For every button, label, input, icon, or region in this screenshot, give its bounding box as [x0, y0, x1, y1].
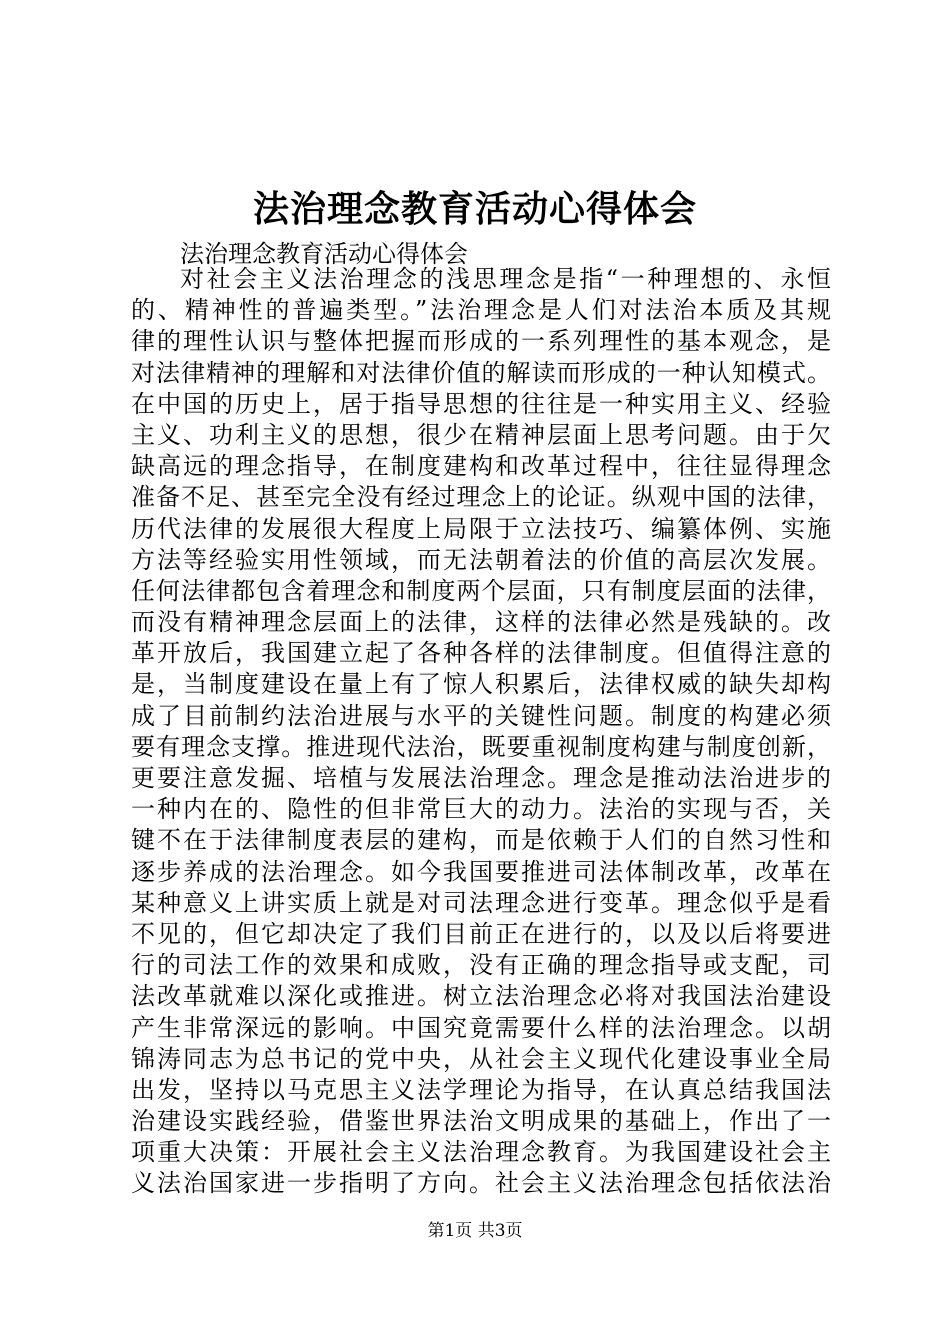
page-footer: 第1页 共3页 — [427, 1221, 523, 1241]
document-body — [131, 264, 831, 1200]
body-line: 治建设实践经验，借鉴世界法治文明成果的基础上，作出了一 — [131, 1107, 831, 1136]
body-line: 方法等经验实用性领域，而无法朝着法的价值的高层次发展。 — [131, 545, 831, 574]
body-line: 一种内在的、隐性的但非常巨大的动力。法治的实现与否，关 — [131, 795, 831, 824]
body-line: 义法治国家进一步指明了方向。社会主义法治理念包括依法治 — [131, 1169, 831, 1198]
body-line: 行的司法工作的效果和成败，没有正确的理念指导或支配，司 — [131, 951, 831, 980]
body-line: 更要注意发掘、培植与发展法治理念。理念是推动法治进步的 — [131, 764, 831, 792]
body-line: 法改革就难以深化或推进。树立法治理念必将对我国法治建设 — [131, 982, 831, 1011]
body-line: 项重大决策：开展社会主义法治理念教育。为我国建设社会主 — [131, 1138, 831, 1167]
body-line: 准备不足、甚至完全没有经过理念上的论证。纵观中国的法律， — [131, 483, 831, 512]
body-line: 是，当制度建设在量上有了惊人积累后，法律权威的缺失却构 — [131, 670, 831, 699]
body-line: 而没有精神理念层面上的法律，这样的法律必然是残缺的。改 — [131, 608, 831, 637]
body-line: 历代法律的发展很大程度上局限于立法技巧、编纂体例、实施 — [131, 514, 831, 543]
body-line: 不见的，但它却决定了我们目前正在进行的，以及以后将要进 — [131, 919, 831, 948]
body-line: 对社会主义法治理念的浅思理念是指“一种理想的、永恒 — [180, 265, 831, 293]
body-line: 锦涛同志为总书记的党中央，从社会主义现代化建设事业全局 — [131, 1044, 831, 1073]
body-line: 缺高远的理念指导，在制度建构和改革过程中，往往显得理念 — [131, 452, 831, 481]
body-line: 革开放后，我国建立起了各种各样的法律制度。但值得注意的 — [131, 639, 831, 668]
document-subtitle: 法治理念教育活动心得体会 — [180, 240, 468, 268]
body-line: 要有理念支撑。推进现代法治，既要重视制度构建与制度创新， — [131, 732, 831, 761]
body-line: 产生非常深远的影响。中国究竟需要什么样的法治理念。以胡 — [131, 1013, 831, 1042]
body-line: 逐步养成的法治理念。如今我国要推进司法体制改革，改革在 — [131, 857, 831, 886]
body-line: 律的理性认识与整体把握而形成的一系列理性的基本观念，是 — [131, 327, 831, 356]
body-line: 某种意义上讲实质上就是对司法理念进行变革。理念似乎是看 — [131, 888, 831, 917]
body-line: 成了目前制约法治进展与水平的关键性问题。制度的构建必须 — [131, 701, 831, 730]
body-line: 的、精神性的普遍类型。”法治理念是人们对法治本质及其规 — [131, 296, 831, 325]
body-line: 在中国的历史上，居于指导思想的往往是一种实用主义、经验 — [131, 389, 831, 418]
body-line: 对法律精神的理解和对法律价值的解读而形成的一种认知模式。 — [131, 358, 831, 387]
body-line: 键不在于法律制度表层的建构，而是依赖于人们的自然习性和 — [131, 826, 831, 855]
body-line: 出发，坚持以马克思主义法学理论为指导，在认真总结我国法 — [131, 1075, 831, 1104]
body-line: 主义、功利主义的思想，很少在精神层面上思考问题。由于欠 — [131, 420, 831, 449]
body-line: 任何法律都包含着理念和制度两个层面，只有制度层面的法律， — [131, 576, 831, 605]
document-title: 法治理念教育活动心得体会 — [252, 188, 697, 230]
